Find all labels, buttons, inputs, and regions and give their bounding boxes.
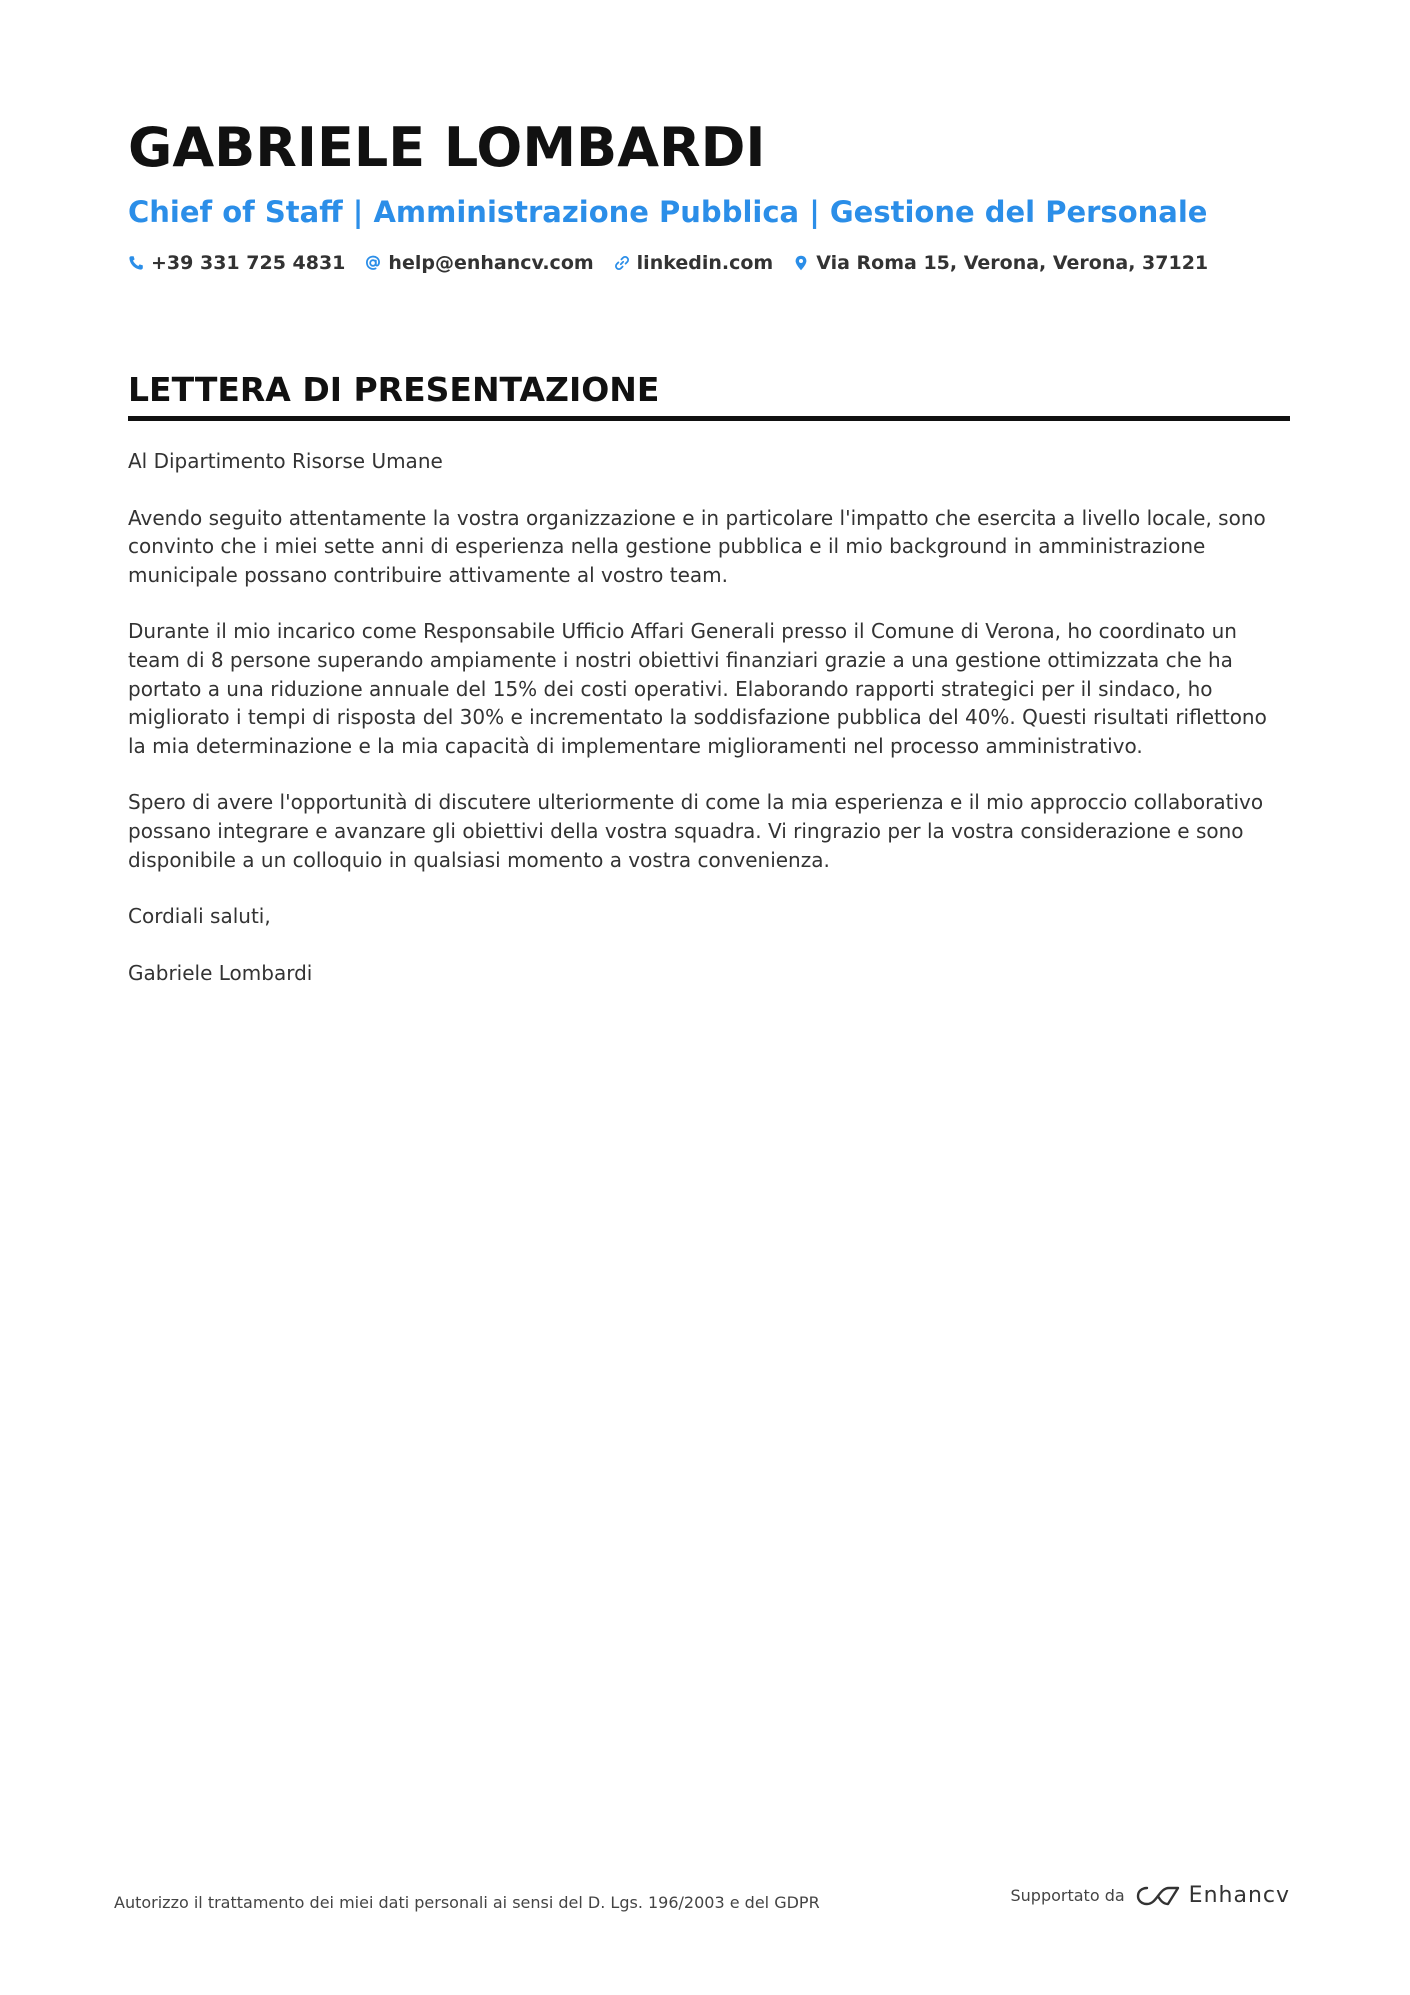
section-divider (128, 416, 1290, 421)
letter-paragraph: Durante il mio incarico come Responsabile Ufficio Affari Generali presso il Comune di Verona, ho coordinato un team di 8 persone superando ampiamente i nostri obiettivi finanziari grazie a una gestione ottimizzata che ha portato a una riduzione annuale del 15% dei costi operativi. Elaborando rapporti strategici per il sindaco, ho migliorato i tempi di risposta del 30% e incrementato la soddisfazione pubblica del 40%. Questi risultati riflettono la mia determinazione e la mia capacità di implementare miglioramenti nel processo amministrativo. (128, 619, 1267, 758)
email-text: help@enhancv.com (388, 252, 594, 274)
letter-signature: Gabriele Lombardi (128, 960, 313, 985)
contact-row (128, 252, 1290, 274)
link-icon (614, 255, 630, 271)
footer-consent: Autorizzo il trattamento dei miei dati personali ai sensi del D. Lgs. 196/2003 e del GDPR (114, 1893, 820, 1912)
contact-email[interactable] (365, 252, 593, 274)
at-icon (365, 255, 381, 271)
contact-linkedin[interactable] (614, 252, 774, 274)
phone-icon (128, 255, 144, 271)
enhancv-logo-icon (1135, 1884, 1181, 1908)
contact-phone[interactable] (128, 252, 345, 274)
candidate-name: GABRIELE LOMBARDI (128, 116, 766, 179)
letter-salutation: Al Dipartimento Risorse Umane (128, 449, 443, 473)
enhancv-brand-text: Enhancv (1188, 1883, 1290, 1908)
footer-branding (1011, 1883, 1291, 1908)
address-text: Via Roma 15, Verona, Verona, 37121 (816, 252, 1209, 274)
location-pin-icon (793, 255, 809, 271)
linkedin-text: linkedin.com (636, 252, 774, 274)
letter-paragraph: Spero di avere l'opportunità di discutere ulteriormente di come la mia esperienza e il mio approccio collaborativo possano integrare e avanzare gli obiettivi della vostra squadra. Vi ringrazio per la vostra considerazione e sono disponibile a un colloquio in qualsiasi momento a vostra convenienza. (128, 790, 1264, 872)
enhancv-logo[interactable] (1135, 1883, 1290, 1908)
letter-paragraph: Avendo seguito attentamente la vostra organizzazione e in particolare l'impatto che esercita a livello locale, sono convinto che i miei sette anni di esperienza nella gestione pubblica e il mio background in amministrazione municipale possano contribuire attivamente al vostro team. (128, 505, 1266, 587)
letter-closing: Cordiali saluti, (128, 904, 271, 929)
candidate-subtitle: Chief of Staff | Amministrazione Pubblica | Gestione del Personale (128, 195, 1208, 229)
contact-address (793, 252, 1208, 274)
cover-letter-page (128, 110, 1290, 1015)
section-title: LETTERA DI PRESENTAZIONE (128, 370, 660, 409)
letter-body (128, 447, 1290, 987)
phone-text: +39 331 725 4831 (151, 252, 346, 274)
powered-by-label: Supportato da (1010, 1886, 1125, 1905)
